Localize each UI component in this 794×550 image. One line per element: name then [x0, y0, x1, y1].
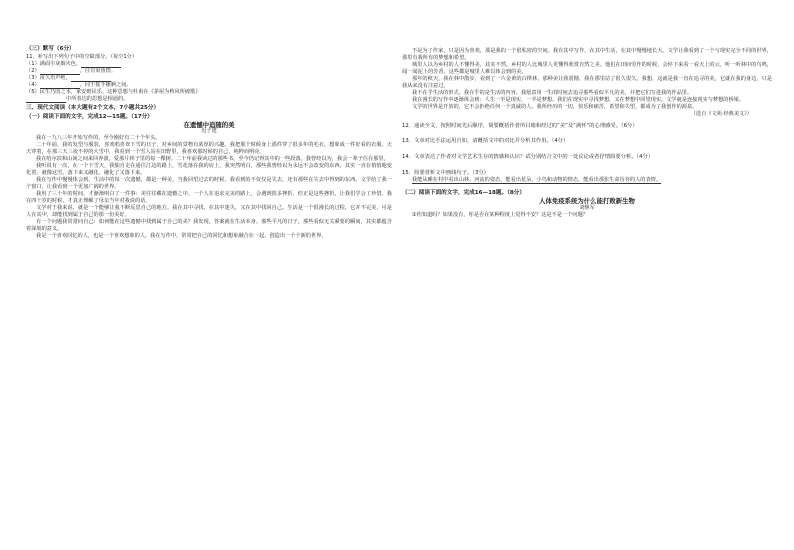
- essay-paragraph: 不是为了作家，只是因为喜欢，那是我的一个很私密的空间。我在其中写作，在其中生活，在其中慢慢地长大。文学让我看到了一个与现实完全不同的世界，那里有我所有的梦想和希望。: [402, 48, 772, 61]
- fill-item-5: （5）民生乃国之本，家安则民乐。这种思想与杜甫在《茅屋为秋风所破歌》: [26, 88, 201, 95]
- question-13: 13．文章对比手法运用自如，请概括文中的对比并分析其作用。（4分）: [402, 138, 569, 145]
- essay2-paragraph: ①你知道吗？如果没有，你是否在某种程度上觉得不安？这是不是一个问题？: [412, 212, 588, 219]
- essay-title: 在遗憾中追随的美: [183, 120, 235, 129]
- essay-paragraph: 我在一九八三年开始写作的，至今刚好有二十个年头。: [36, 135, 161, 142]
- part-3-heading: 三、现代文阅读（本大题有2个文本，7小题共25分）: [26, 104, 160, 111]
- essay-author: 迟子建: [201, 128, 217, 135]
- essay-paragraph: 我不在乎生活的形式，我在乎的是生活的内容。我愿意用一生的时间去追寻那些看似平凡的美，并把它们写进我的作品里。: [412, 89, 693, 96]
- essay-paragraph: 城里人以为乡村的人不懂得美，其实不然。乡村的人比城里人更懂得欣赏自然之美。他们在田间劳作的时候，会停下来看一看天上的云，听一听林中的鸟鸣，闻一闻泥土的芳香。这些都是城里人难以体会到的美。: [402, 61, 772, 75]
- fill-item-2: （2） ，往有渠鱼情。: [26, 67, 117, 74]
- essay2-title: 人体免疫系统为什么能打败新生物: [539, 197, 635, 206]
- question-14: 14．文章表达了作者对文学艺术生存的情感和认识？试分别结合文中的一处议论或者抒情简要分析。（4分）: [402, 154, 654, 161]
- question-12: 12．通读全文，按照时间先后顺序，简要概括作者所目睹和经过的“美”及“满怀”的心理感受。（6分）: [402, 122, 638, 129]
- essay-paragraph: 二十年前，我的发型与服装，喜欢唱喜欢下雪的日子，对乡间的景物有浓厚的兴趣。我把那个时候身上那件穿了很多年的毛衣，想象成一件好看的衣服，天天穿着，在那三天三夜不停的大雪中，我看到一个雪人站在田野里，我喜欢那时候的自己，纯粹而明亮。: [26, 142, 392, 156]
- essay-paragraph: 有一个问题我常常问自己：如何能在这些遗憾中找到属于自己的美？我发现，答案就在生活本身。那些平凡的日子，那些看似无关紧要的瞬间，其实都蕴含着深刻的意义。: [26, 218, 392, 232]
- subsection-2-heading: （二）阅读下面的文字，完成16—18题。（8分）: [402, 190, 525, 197]
- essay-paragraph: 文学对于我来说，就是一个能够让我不断反思自己的地方。我在其中寻找，在其中迷失，又在其中找回自己。生活是一个很漫长的过程，它并不完美，可是人在其中，却能找到属于自己的那一份美好。: [26, 204, 392, 218]
- essay-paragraph: 文学的世界是开放的，它不会拒绝任何一个真诚的人。我所经历的一切，快乐和痛苦，希望和失望，都成为了我创作的源泉。: [412, 103, 698, 110]
- essay-paragraph: 我听说有一次，在一个下雪天，我独自走在通往江边的路上，雪花落在我的肩上，我突然明白，那些我曾经以为永远不会改变的东西，其实一直在悄悄地变化着，就像这雪，落下来又融化，融化了又落下来。: [26, 163, 392, 177]
- fill-item-1: （1）满面尘灰烟火色，: [26, 61, 392, 68]
- answer-blank[interactable]: [26, 97, 66, 103]
- question-15: 15．简要赏析文中画线句子。（3分）: [402, 170, 489, 177]
- essay-paragraph: 我用了三十年的时间，才渐渐明白了一件事：美往往藏在遗憾之中。一个人在追求完美的路上，会遇到很多挫折，但正是这些挫折，让我们学会了珍惜。我在四十岁的时候，才真正理解了母亲当年对我说的话。: [26, 191, 392, 205]
- fill-item-3: （3）夜久语声绝，: [26, 75, 392, 82]
- essay-paragraph: 我在漫长的写作中逐渐体会到：人生一半是现实，一半是梦想。我们在现实中寻找梦想，又在梦想中回望现实。文学就是连接现实与梦想的桥梁。: [412, 96, 745, 103]
- essay2-author: 刘继军: [579, 205, 595, 212]
- subsection-1-heading: （一）阅读下面的文字，完成12—15题。（17分）: [26, 113, 153, 120]
- right-column: [402, 48, 772, 219]
- essay-paragraph: 那年的秋天，我在林中散步，看到了一片金黄的白桦林。那种美让我震撼，我在那里站了很久很久。我想，这就是我一直在追寻的美，它就在我的身边，只是我从来没有注意过。: [402, 75, 772, 89]
- fill-item-4: （4） ，同于摇手播婀之间。: [26, 81, 132, 88]
- section-3-heading: （三）默写（6分）: [26, 46, 75, 52]
- left-column: [26, 44, 392, 240]
- fill-item-5b: 中所表达的思想是相通的。: [26, 96, 392, 103]
- essay-paragraph: 我是一个喜欢回忆的人，也是一个喜欢想象的人。我在写作中，常常把自己的回忆和想象融合在一起，创造出一个个新的世界。: [36, 232, 327, 239]
- essay-paragraph: 我在写作中慢慢体会到，生活中的每一次遗憾，都是一种美。当我回望过去的时候，我看到的不仅仅是失去，还有那些在失去中得到的东西。文学给了我一个窗口，让我看到一个更加广阔的世界。: [26, 177, 392, 191]
- underlined-sentence: 我能从睡在村中看出山林、河流的姿态，能看出花朵、小鸟和动物的情态，能看出那张生命旨谷的人的表情。: [412, 177, 662, 184]
- question-11: 11．补写出下列句子中的空缺部分。（每空1分）: [26, 53, 138, 60]
- essay-source: （选自《文苑·经典美文》）: [690, 110, 752, 117]
- essay-paragraph: 我在哈尔滨和山间之间来回奔波，爱那片林子里的每一棵树。二十年前我读过的那些书，至今仍记得其中的一些段落。我曾经以为，我会一辈子住在那里。: [36, 156, 389, 163]
